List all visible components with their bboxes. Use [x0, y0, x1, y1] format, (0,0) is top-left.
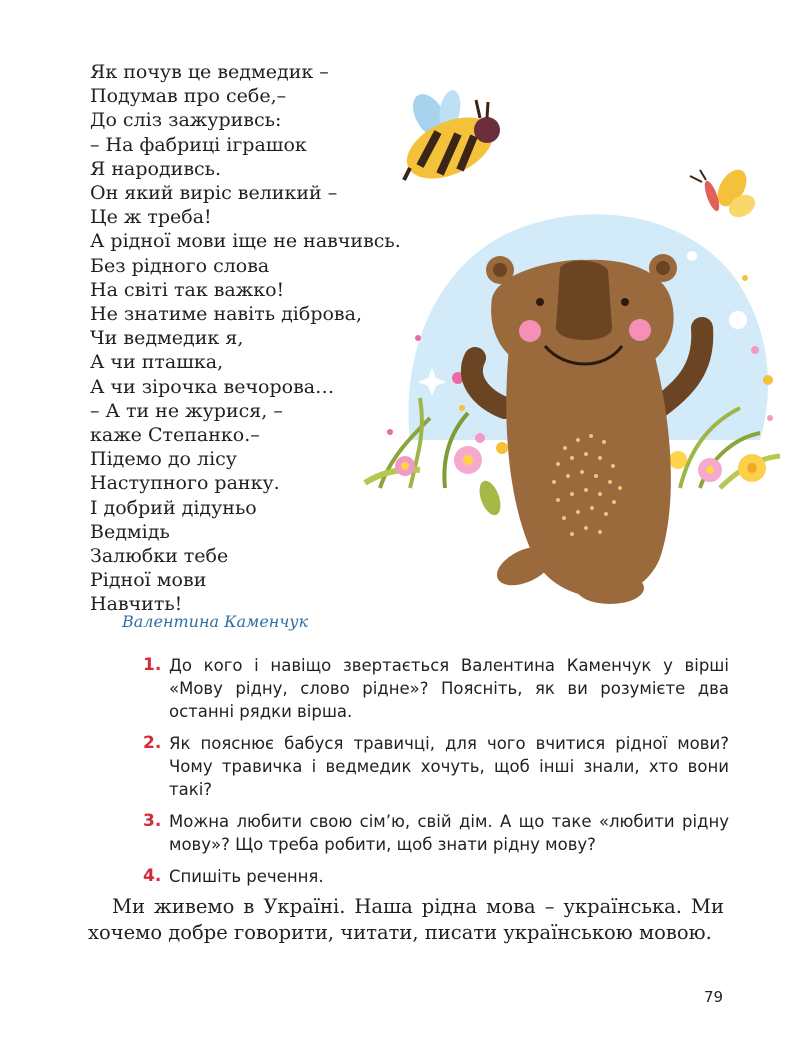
- question-text: Як пояснює бабуся травичці, для чого вчитися рідної мови? Чому травичка і ведмедик хочуть, щоб інші знали, хто вони такі?: [169, 734, 729, 799]
- poem-line: Рідної мови: [90, 569, 207, 592]
- question-item: [143, 654, 729, 723]
- poem-line: А рідної мови іще не навчивсь.: [90, 230, 401, 253]
- copy-sentence: Ми живемо в Україні. Наша рідна мова – українська. Ми хочемо добре говорити, читати, писати українською мовою.: [88, 895, 724, 944]
- poem-line: – А ти не журися, –: [90, 399, 283, 422]
- poem-line: Чи ведмедик я,: [90, 327, 244, 350]
- poem-line: Без рідного слова: [90, 254, 270, 277]
- question-item: [143, 865, 729, 888]
- question-number: 1.: [143, 655, 162, 675]
- poem-line: Як почув це ведмедик –: [90, 61, 329, 83]
- poem-line: Подумав про себе,–: [90, 85, 287, 108]
- poem-line: Наступного ранку.: [90, 472, 280, 495]
- poem-line: А чи зірочка вечорова…: [90, 375, 335, 398]
- poem-line: Залюбки тебе: [90, 545, 229, 568]
- poem-line: Це ж треба!: [90, 206, 212, 229]
- poem-line: І добрий дідуньо: [90, 496, 257, 519]
- page-number: 79: [704, 988, 724, 1006]
- poem-line: Я народивсь.: [90, 157, 222, 180]
- poem-line: каже Степанко.–: [90, 424, 260, 447]
- question-item: [143, 732, 729, 801]
- question-number: 2.: [143, 733, 162, 753]
- poem-line: Не знатиме навіть діброва,: [90, 303, 362, 326]
- poem-line: Он який виріс великий –: [90, 182, 338, 205]
- poem-line: Навчить!: [90, 593, 183, 616]
- question-item: [143, 810, 729, 856]
- poem-author: Валентина Каменчук: [122, 612, 309, 631]
- poem-line: До сліз зажуривсь:: [90, 109, 282, 132]
- questions-list: [143, 654, 729, 897]
- bee-icon: [397, 88, 502, 191]
- poem-line: – На фабриці іграшок: [90, 133, 307, 156]
- question-text: Можна любити свою сім’ю, свій дім. А що таке «любити рідну мову»? Що треба робити, щоб знати рідну мову?: [169, 812, 729, 854]
- poem-line: А чи пташка,: [90, 351, 224, 374]
- question-text: До кого і навіщо звертається Валентина Каменчук у вірші «Мову рідну, слово рідне»? Поясніть, як ви розумієте два останні рядки вірша.: [169, 656, 729, 721]
- poem-line: На світі так важко!: [90, 278, 285, 301]
- question-text: Спишіть речення.: [169, 867, 324, 886]
- poem-line: Підемо до лісу: [90, 448, 237, 471]
- question-number: 3.: [143, 811, 162, 831]
- butterfly-icon: [690, 165, 759, 222]
- question-number: 4.: [143, 866, 162, 886]
- bear-illustration: [350, 88, 790, 618]
- poem-line: Ведмідь: [90, 520, 170, 543]
